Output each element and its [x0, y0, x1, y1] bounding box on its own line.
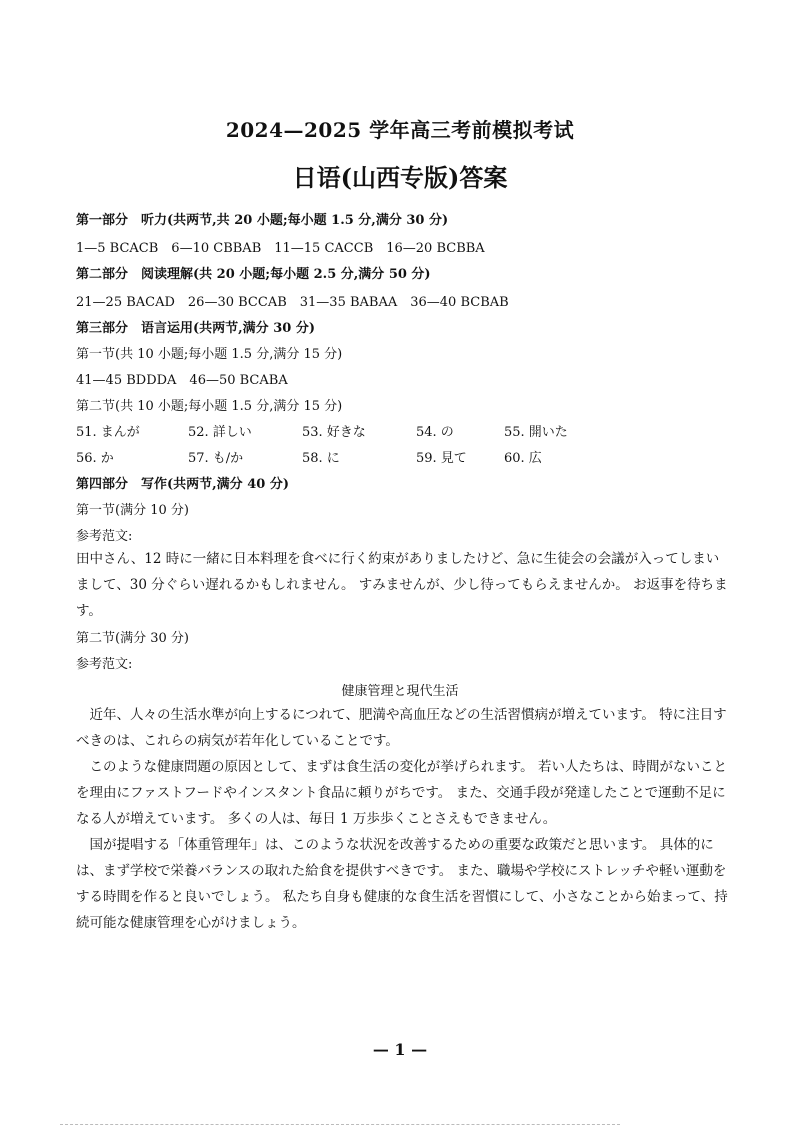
essay-title: 健康管理と現代生活 — [341, 684, 459, 699]
part1-heading: 第一部分 听力(共两节,共 20 小题;每小题 1.5 分,满分 30 分) — [76, 213, 449, 228]
part3-section1-heading: 第一节(共 10 小题;每小题 1.5 分,满分 15 分) — [76, 347, 343, 362]
part3-section1-answers: 41—45 BDDDA 46—50 BCABA — [76, 373, 288, 388]
fill-answer-60: 60. 広 — [504, 451, 542, 466]
fill-answer-56: 56. か — [76, 451, 114, 466]
fill-answer-55: 55. 開いた — [504, 425, 568, 440]
essay-paragraph: 国が提唱する「体重管理年」は、このような状況を改善するための重要な政策だと思います。 具体的には、まず学校で栄養バランスの取れた給食を提供すべきです。 また、職場や学校にストレッチや軽い運動をする時間を作ると良いでしょう。 私たち自身も健康的な食生活を習慣にして、小さなことから始まって、持続可能な健康管理を心がけましょう。 — [76, 837, 728, 931]
fill-answer-59: 59. 見て — [416, 451, 467, 466]
fill-answer-52: 52. 詳しい — [188, 425, 252, 440]
part4-section2-ref-label: 参考范文: — [76, 657, 133, 672]
part2-answers: 21—25 BACAD 26—30 BCCAB 31—35 BABAA 36—40 BCBAB — [76, 295, 509, 310]
fill-answer-58: 58. に — [302, 451, 340, 466]
page-number: — 1 — — [372, 1040, 428, 1059]
essay-paragraph: 近年、人々の生活水準が向上するにつれて、肥満や高血圧などの生活習慣病が増えています。 特に注目すべきのは、これらの病気が若年化していることです。 — [76, 707, 727, 749]
fill-answers-row-2 — [76, 450, 736, 468]
fill-answer-57: 57. も/か — [188, 451, 244, 466]
exam-title: 2024—2025 学年高三考前模拟考试 — [225, 118, 575, 142]
footer-divider — [60, 1124, 620, 1125]
essay-paragraph: このような健康問題の原因として、まずは食生活の変化が挙げられます。 若い人たちは、時間がないことを理由にファストフードやインスタント食品に頼りがちです。 また、交通手段が発達したことで運動不足になる人が増えています。 多くの人は、毎日 1 万歩歩くことさえもできません。 — [76, 759, 727, 827]
part4-section1-ref-label: 参考范文: — [76, 529, 133, 544]
fill-answer-53: 53. 好きな — [302, 425, 366, 440]
part4-heading: 第四部分 写作(共两节,满分 40 分) — [76, 477, 289, 492]
part4-section2-heading: 第二节(满分 30 分) — [76, 631, 189, 646]
part4-section1-sample-text: 田中さん、12 時に一緒に日本料理を食べに行く約束がありましたけど、急に生徒会の会議が入ってしまいまして、30 分ぐらい遅れるかもしれません。 すみませんが、少し待ってもらえませんか。 お返事を待ちます。 — [76, 551, 728, 619]
fill-answers-row-1 — [76, 424, 736, 442]
fill-answer-54: 54. の — [416, 425, 454, 440]
part4-section1-heading: 第一节(满分 10 分) — [76, 503, 189, 518]
part1-answers: 1—5 BCACB 6—10 CBBAB 11—15 CACCB 16—20 BCBBA — [76, 241, 485, 256]
part3-heading: 第三部分 语言运用(共两节,满分 30 分) — [76, 321, 315, 336]
part2-heading: 第二部分 阅读理解(共 20 小题;每小题 2.5 分,满分 50 分) — [76, 267, 431, 282]
fill-answer-51: 51. まんが — [76, 425, 140, 440]
part3-section2-heading: 第二节(共 10 小题;每小题 1.5 分,满分 15 分) — [76, 399, 343, 414]
exam-subtitle: 日语(山西专版)答案 — [292, 163, 508, 192]
